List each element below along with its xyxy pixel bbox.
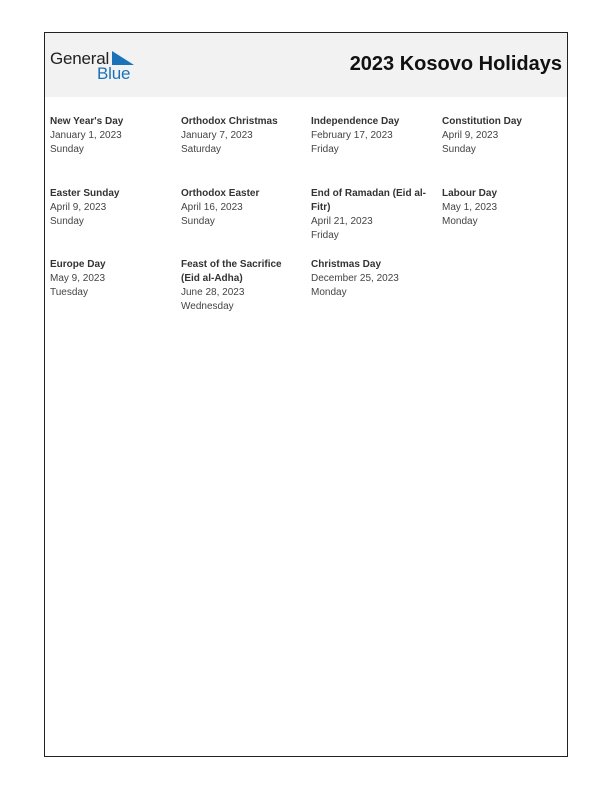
holiday-name: Feast of the Sacrifice (Eid al-Adha)	[181, 259, 282, 284]
holiday-date: January 7, 2023	[181, 130, 253, 141]
holiday-name: Easter Sunday	[50, 188, 120, 199]
holiday-name: Christmas Day	[311, 259, 382, 270]
page-frame	[44, 32, 568, 757]
holiday-weekday: Monday	[311, 287, 347, 298]
holiday-item	[181, 258, 293, 314]
holiday-date: February 17, 2023	[311, 130, 393, 141]
holiday-date: April 21, 2023	[311, 216, 373, 227]
holiday-weekday: Monday	[442, 216, 478, 227]
holiday-date: May 9, 2023	[50, 273, 106, 284]
holiday-item	[311, 115, 435, 157]
holiday-item	[311, 187, 429, 243]
page-title: 2023 Kosovo Holidays	[349, 53, 562, 75]
logo-blue-text: Blue	[97, 64, 131, 83]
logo	[50, 48, 140, 84]
holiday-name: Labour Day	[442, 188, 498, 199]
holiday-date: December 25, 2023	[311, 273, 399, 284]
holiday-name: End of Ramadan (Eid al-Fitr)	[311, 188, 427, 213]
holiday-name: Independence Day	[311, 116, 400, 127]
holiday-item	[50, 258, 174, 300]
holiday-weekday: Sunday	[181, 216, 215, 227]
logo-triangle-icon	[112, 51, 134, 65]
holiday-date: April 9, 2023	[442, 130, 499, 141]
holiday-item	[181, 187, 305, 229]
holiday-name: Europe Day	[50, 259, 106, 270]
header-band	[45, 33, 567, 97]
holiday-name: New Year's Day	[50, 116, 124, 127]
holiday-weekday: Friday	[311, 144, 339, 155]
holiday-name: Orthodox Christmas	[181, 116, 278, 127]
holiday-date: April 16, 2023	[181, 202, 243, 213]
holiday-weekday: Friday	[311, 230, 339, 241]
holiday-date: January 1, 2023	[50, 130, 122, 141]
holiday-name: Constitution Day	[442, 116, 522, 127]
holiday-weekday: Wednesday	[181, 301, 234, 312]
holiday-weekday: Sunday	[50, 216, 84, 227]
holiday-date: June 28, 2023	[181, 287, 245, 298]
holiday-item	[442, 187, 566, 229]
holiday-item	[50, 187, 174, 229]
holiday-date: May 1, 2023	[442, 202, 498, 213]
holiday-name: Orthodox Easter	[181, 188, 260, 199]
logo-general-text: General	[50, 49, 110, 68]
holiday-item	[311, 258, 435, 300]
holiday-date: April 9, 2023	[50, 202, 107, 213]
holiday-item	[181, 115, 305, 157]
holiday-weekday: Sunday	[442, 144, 476, 155]
holiday-item	[442, 115, 566, 157]
holiday-weekday: Tuesday	[50, 287, 88, 298]
holiday-weekday: Sunday	[50, 144, 84, 155]
holiday-item	[50, 115, 174, 157]
holiday-weekday: Saturday	[181, 144, 222, 155]
